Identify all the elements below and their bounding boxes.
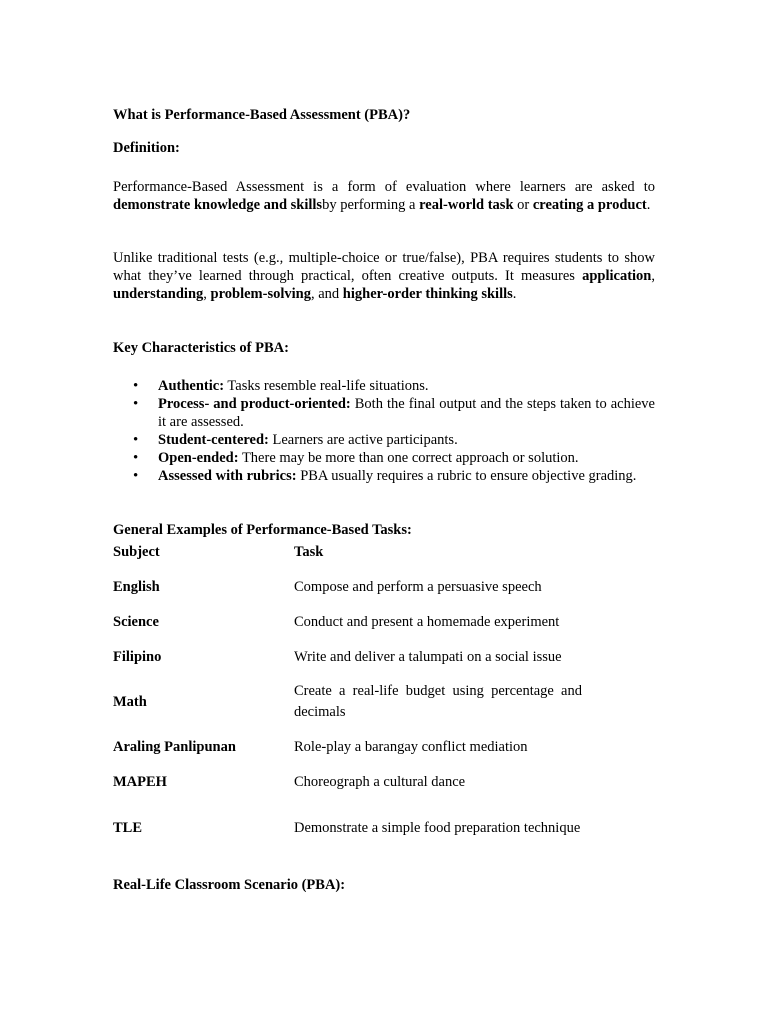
table-cell-task: Write and deliver a talumpati on a social issue xyxy=(294,648,562,665)
table-cell-subject: Science xyxy=(113,614,159,630)
list-item xyxy=(113,395,655,431)
table-cell-subject: Math xyxy=(113,694,147,710)
column-header-subject: Subject xyxy=(113,544,160,560)
text-run: , and xyxy=(310,286,343,302)
text-run: Unlike traditional tests (e.g., multiple-choice or true/false), PBA requires students to show what they’ve learned through practical, often creative outputs. It measures xyxy=(113,250,655,284)
text-run: . xyxy=(646,197,651,213)
characteristic-term: Authentic: xyxy=(158,378,225,394)
table-cell-subject: Araling Panlipunan xyxy=(113,739,236,755)
table-cell-task: Role-play a barangay conflict mediation xyxy=(294,738,528,755)
characteristic-desc: Tasks resemble real-life situations. xyxy=(224,378,429,394)
definition-heading: Definition: xyxy=(113,140,180,156)
table-row xyxy=(113,646,583,668)
bold-term: understanding xyxy=(113,286,204,302)
table-cell-task: Create a real-life budget using percentage and decimals xyxy=(294,683,582,720)
bold-term: higher-order thinking skills xyxy=(342,286,513,302)
table-row xyxy=(113,680,583,724)
text-run: , xyxy=(651,268,655,284)
document-title: What is Performance-Based Assessment (PBA)? xyxy=(113,107,411,123)
bold-term: application xyxy=(582,268,652,284)
table-cell-subject: TLE xyxy=(113,820,143,836)
characteristic-desc: PBA usually requires a rubric to ensure objective grading. xyxy=(296,468,637,484)
bold-term: demonstrate knowledge and skills xyxy=(113,197,323,213)
characteristic-term: Student-centered: xyxy=(158,432,269,448)
table-cell-subject: Filipino xyxy=(113,649,162,665)
table-row xyxy=(113,576,583,598)
characteristics-list xyxy=(113,377,655,485)
characteristics-list-wrap xyxy=(113,377,655,485)
text-run: or xyxy=(513,197,533,213)
examples-heading: General Examples of Performance-Based Tasks: xyxy=(113,522,412,538)
table-row xyxy=(113,736,583,758)
table-row xyxy=(113,806,583,850)
bold-term: problem-solving xyxy=(210,286,311,302)
characteristic-term: Open-ended: xyxy=(158,450,239,466)
definition-paragraph xyxy=(113,178,655,214)
characteristic-desc: There may be more than one correct approach or solution. xyxy=(238,450,579,466)
table-cell-task: Compose and perform a persuasive speech xyxy=(294,578,542,595)
table-cell-task: Choreograph a cultural dance xyxy=(294,773,466,790)
column-header-task: Task xyxy=(294,543,324,560)
characteristic-term: Assessed with rubrics: xyxy=(158,468,297,484)
list-item xyxy=(113,377,655,395)
table-row xyxy=(113,611,583,633)
list-item xyxy=(113,449,655,467)
text-run: Performance-Based Assessment is a form of evaluation where learners are asked to xyxy=(113,179,655,195)
table-cell-subject: English xyxy=(113,579,160,595)
characteristic-desc: Learners are active participants. xyxy=(268,432,458,448)
list-item xyxy=(113,467,655,485)
table-cell-subject: MAPEH xyxy=(113,774,167,790)
text-run: , xyxy=(203,286,211,302)
characteristic-desc: Both the final output and the steps taken to achieve it are assessed. xyxy=(158,396,655,430)
text-run: . xyxy=(512,286,517,302)
pba-explanation-paragraph xyxy=(113,249,655,303)
table-row xyxy=(113,771,583,793)
bold-term: real-world task xyxy=(419,197,514,213)
table-cell-task: Conduct and present a homemade experiment xyxy=(294,613,560,630)
table-header-row xyxy=(113,542,583,562)
characteristic-term: Process- and product-oriented: xyxy=(158,396,351,412)
characteristics-heading: Key Characteristics of PBA: xyxy=(113,340,289,356)
list-item xyxy=(113,431,655,449)
table-cell-task: Demonstrate a simple food preparation technique xyxy=(294,819,581,836)
scenario-heading: Real-Life Classroom Scenario (PBA): xyxy=(113,877,346,893)
bold-term: creating a product xyxy=(532,197,647,213)
text-run: by performing a xyxy=(322,197,420,213)
